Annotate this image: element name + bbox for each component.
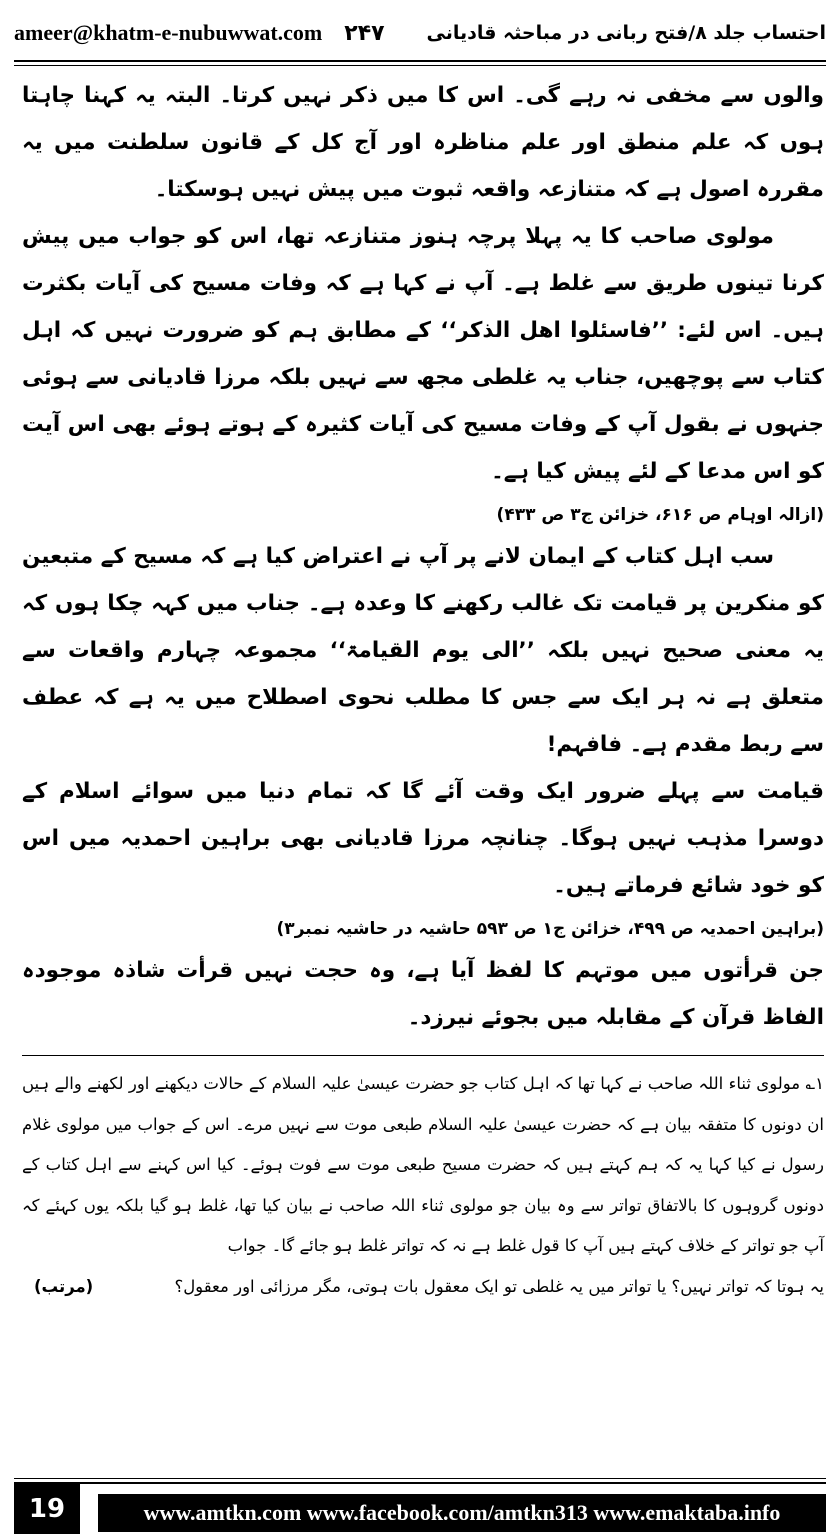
header-page-number: ۲۴۷ [344,20,385,46]
footer-rule-thin [14,1478,826,1479]
header-rule-thick [14,60,826,62]
footnote-separator [22,1055,824,1056]
paragraph-5: جن قرأتوں میں موتہم کا لفظ آیا ہے، وہ حجت نہیں قرأت شاذہ موجودہ الفاظ قرآن کے مقابلہ میں بجوئے نیرزد۔ [22,958,824,1030]
paragraph-3: سب اہل کتاب کے ایمان لانے پر آپ نے اعتراض کیا ہے کہ مسیح کے متبعین کو منکرین پر قیامت تک غالب رکھنے کا وعدہ ہے۔ جناب میں کہہ چکا ہوں کہ یہ معنی صحیح نہیں بلکہ ’’الی یوم القیامۃ‘‘ مجموعہ چہارم واقعات سے متعلق ہے نہ ہر ایک سے جس کا مطلب نحوی اصطلاح میں یہ ہے کہ عطف سے ربط مقدم ہے۔ فافہم! [22,544,824,757]
header-left [14,20,385,46]
main-text [22,72,824,1307]
footer-links-band [98,1494,826,1532]
footer-rule-thick [14,1482,826,1484]
reference-2: (براہین احمدیہ ص ۴۹۹، خزائن ج۱ ص ۵۹۳ حاشیہ در حاشیہ نمبر۳) [276,919,824,939]
footnote-closing: یہ ہوتا کہ تواتر نہیں؟ یا تواتر میں یہ غلطی تو ایک معقول بات ہوتی، مگر مرزائی اور معقول؟ [174,1276,824,1296]
footnote-text: ۱؎ مولوی ثناء اللہ صاحب نے کہا تھا کہ اہل کتاب جو حضرت عیسیٰ علیہ السلام کے حالات دیکھنے اور لکھنے والے ہیں ان دونوں کا متفقہ بیان ہے کہ حضرت عیسیٰ علیہ السلام طبعی موت سے نہیں مرے۔ اس کے جواب میں مولوی غلام رسول نے کیا کہا یہ کہ ہم کہتے ہیں کہ حضرت مسیح طبعی موت سے فوت ہوئے۔ کیا اس کہنے سے اہل کتاب کے دونوں گروہوں کا بالاتفاق تواتر سے وہ بیان جو مولوی ثناء اللہ صاحب نے بیان کیا تھا، غلط ہو گیا بلکہ یوں کہئے کہ آپ جو تواتر کے خلاف کہتے ہیں آپ کا قول غلط ہے نہ کہ تواتر غلط ہو جائے گا۔ جواب [22,1074,824,1255]
paragraph-4: قیامت سے پہلے ضرور ایک وقت آئے گا کہ تمام دنیا میں سوائے اسلام کے دوسرا مذہب نہیں ہوگا۔ چنانچہ مرزا قادیانی بھی براہین احمدیہ میں اس کو خود شائع فرماتے ہیں۔ [22,779,824,898]
footer-links[interactable]: www.amtkn.com www.facebook.com/amtkn313 www.emaktaba.info [143,1500,781,1525]
header-book-title: احتساب جلد ۸/فتح ربانی در مباحثہ قادیانی [426,22,826,44]
footnote-signature: (مرتب) [34,1276,94,1296]
header-email[interactable]: ameer@khatm-e-nubuwwat.com [14,20,323,45]
paragraph-1: والوں سے مخفی نہ رہے گی۔ اس کا میں ذکر نہیں کرتا۔ البتہ یہ کہنا چاہتا ہوں کہ علم منطق اور علم مناظرہ اور آج کل کے قانون سلطنت میں یہ مقررہ اصول ہے کہ متنازعہ واقعہ ثبوت میں پیش نہیں ہوسکتا۔ [22,83,824,202]
paragraph-2: مولوی صاحب کا یہ پہلا پرچہ ہنوز متنازعہ تھا، اس کو جواب میں پیش کرنا تینوں طریق سے غلط ہے۔ آپ نے کہا ہے کہ وفات مسیح کی آیات بکثرت ہیں۔ اس لئے: ’’فاسئلوا اھل الذکر‘‘ کے مطابق ہم کو ضرورت نہیں کہ اہل کتاب سے پوچھیں، جناب یہ غلطی مجھ سے نہیں بلکہ مرزا قادیانی سے ہوئی جنہوں نے بقول آپ کے وفات مسیح کی آیات کثیرہ کے ہوتے ہوئے بھی اس آیت کو اس مدعا کے لئے پیش کیا ہے۔ [22,224,824,484]
footer-page-number: 19 [14,1484,80,1534]
header-rule-thin [14,65,826,66]
page-header [14,10,826,56]
footnote-last-line [22,1267,824,1308]
reference-1: (ازالہ اوہام ص ۶۱۶، خزائن ج۳ ص ۴۳۳) [496,505,824,525]
